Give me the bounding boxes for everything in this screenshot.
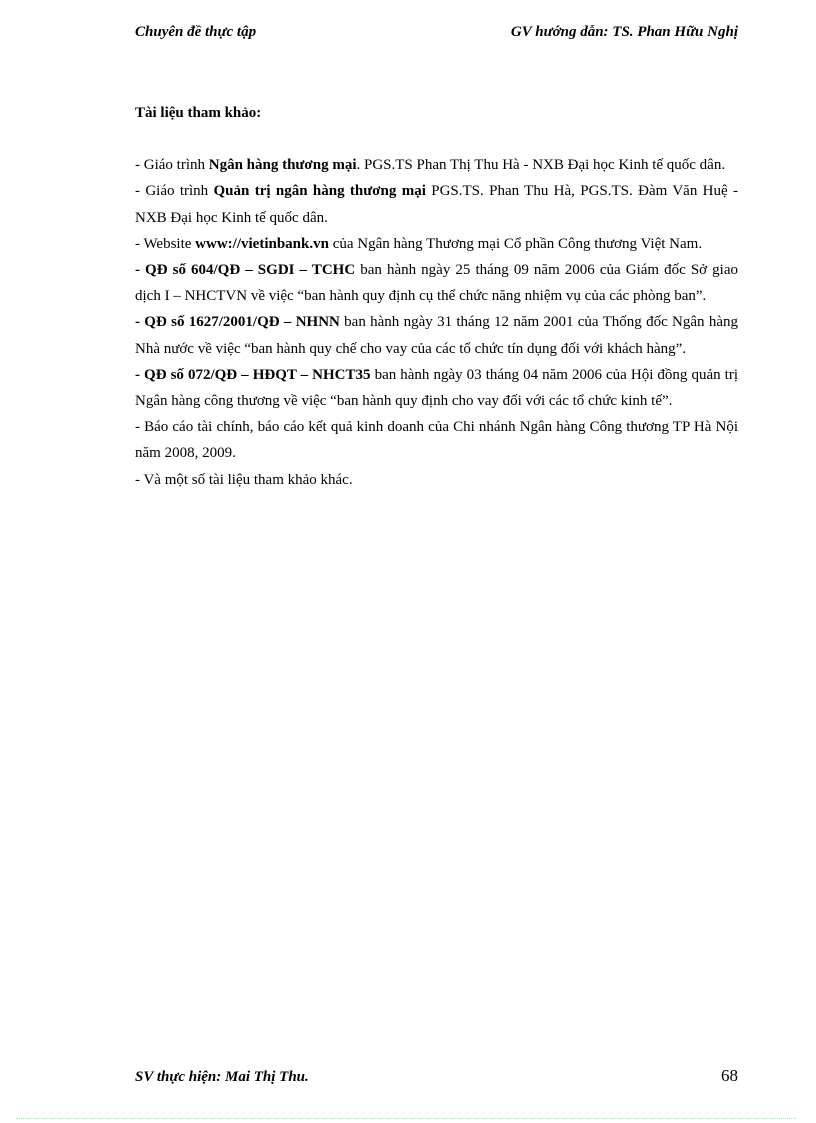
reference-item: - Và một số tài liệu tham khảo khác. [135,471,353,488]
reference-item: - QĐ số 1627/2001/QĐ – NHNN ban hành ngày 31 tháng 12 năm 2001 của Thống đốc Ngân hàng Nhà nước về việc “ban hành quy chế cho vay của các tổ chức tín dụng đối với khách hàng”. [135,314,738,357]
reference-item: - Giáo trình Ngân hàng thương mại. PGS.TS Phan Thị Thu Hà - NXB Đại học Kinh tế quốc dân. [135,157,726,174]
reference-item: - QĐ số 072/QĐ – HĐQT – NHCT35 ban hành ngày 03 tháng 04 năm 2006 của Hội đồng quản trị Ngân hàng công thương về việc “ban hành quy định cho vay đối với các tổ chức kinh tế”. [135,366,738,410]
page-number: 68 [721,1066,738,1085]
page-boundary-divider [16,1118,796,1119]
reference-item: - QĐ số 604/QĐ – SGDI – TCHC ban hành ngày 25 tháng 09 năm 2006 của Giám đốc Sở giao dịch I – NHCTVN về việc “ban hành quy định cụ thể chức năng nhiệm vụ của các phòng ban”. [135,262,739,305]
footer-author: SV thực hiện: Mai Thị Thu. [135,1069,309,1085]
references-title: Tài liệu tham khảo: [135,105,262,121]
page-body [135,100,738,493]
reference-item: - Báo cáo tài chính, báo cáo kết quả kinh doanh của Chi nhánh Ngân hàng Công thương TP Hà Nội năm 2008, 2009. [135,419,738,462]
header-topic: Chuyên đề thực tập [135,24,257,40]
header-advisor: GV hướng dẫn: TS. Phan Hữu Nghị [510,24,738,40]
reference-item: - Website www://vietinbank.vn của Ngân hàng Thương mại Cổ phần Công thương Việt Nam. [135,235,703,252]
reference-item: - Giáo trình Quản trị ngân hàng thương mại PGS.TS. Phan Thu Hà, PGS.TS. Đàm Văn Huệ - NXB Đại học Kinh tế quốc dân. [135,183,738,226]
page-footer [135,1066,738,1086]
page-header [135,24,738,41]
